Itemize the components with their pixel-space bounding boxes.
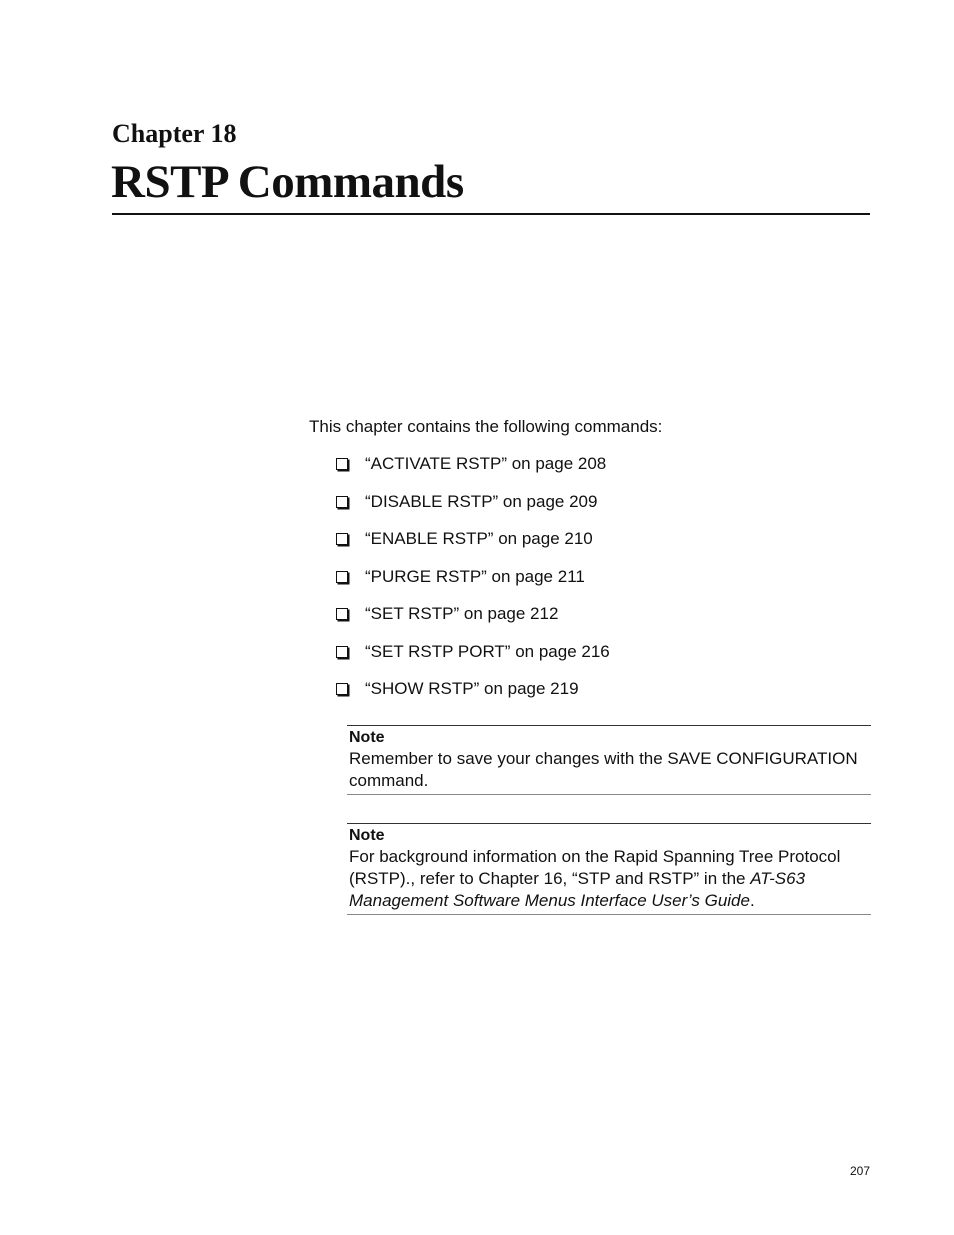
checkbox-square-icon [336, 458, 348, 470]
command-link[interactable]: “SET RSTP PORT” on page 216 [365, 641, 610, 661]
list-item [336, 640, 610, 678]
intro-text: This chapter contains the following commands: [309, 417, 663, 436]
note-heading: Note [349, 827, 385, 844]
command-link[interactable]: “ACTIVATE RSTP” on page 208 [365, 454, 607, 473]
command-list [336, 452, 610, 715]
title-divider [112, 213, 870, 215]
command-link[interactable]: “PURGE RSTP” on page 211 [365, 566, 585, 586]
note-text [349, 846, 869, 912]
chapter-title: RSTP Commands [111, 156, 464, 208]
checkbox-square-icon [336, 533, 348, 545]
command-link[interactable]: “SET RSTP” on page 212 [365, 604, 559, 623]
checkbox-square-icon [336, 608, 348, 620]
note-text-part: For background information on the Rapid Spanning Tree Protocol (RSTP)., refer to Chapter 16, “STP and RSTP” in the [349, 847, 841, 888]
checkbox-square-icon [336, 646, 348, 658]
command-link[interactable]: “DISABLE RSTP” on page 209 [365, 491, 598, 511]
guide-title: AT-S63 Management Software Menus Interface User’s Guide [349, 869, 806, 910]
command-link[interactable]: “ENABLE RSTP” on page 210 [365, 529, 593, 548]
list-item [336, 452, 610, 490]
list-item [336, 490, 610, 528]
note-heading: Note [349, 729, 385, 746]
list-item [336, 565, 610, 603]
list-item [336, 602, 610, 640]
note-background-info [347, 823, 871, 915]
checkbox-square-icon [336, 571, 348, 583]
note-save-configuration [347, 725, 871, 795]
page-number: 207 [850, 1164, 871, 1178]
checkbox-square-icon [336, 683, 348, 695]
note-text: Remember to save your changes with the SAVE CONFIGURATION command. [349, 749, 858, 790]
checkbox-square-icon [336, 496, 348, 508]
chapter-label: Chapter 18 [112, 119, 237, 148]
list-item [336, 527, 610, 565]
command-link[interactable]: “SHOW RSTP” on page 219 [365, 679, 579, 698]
list-item [336, 677, 610, 715]
note-text-part: . [749, 891, 755, 910]
